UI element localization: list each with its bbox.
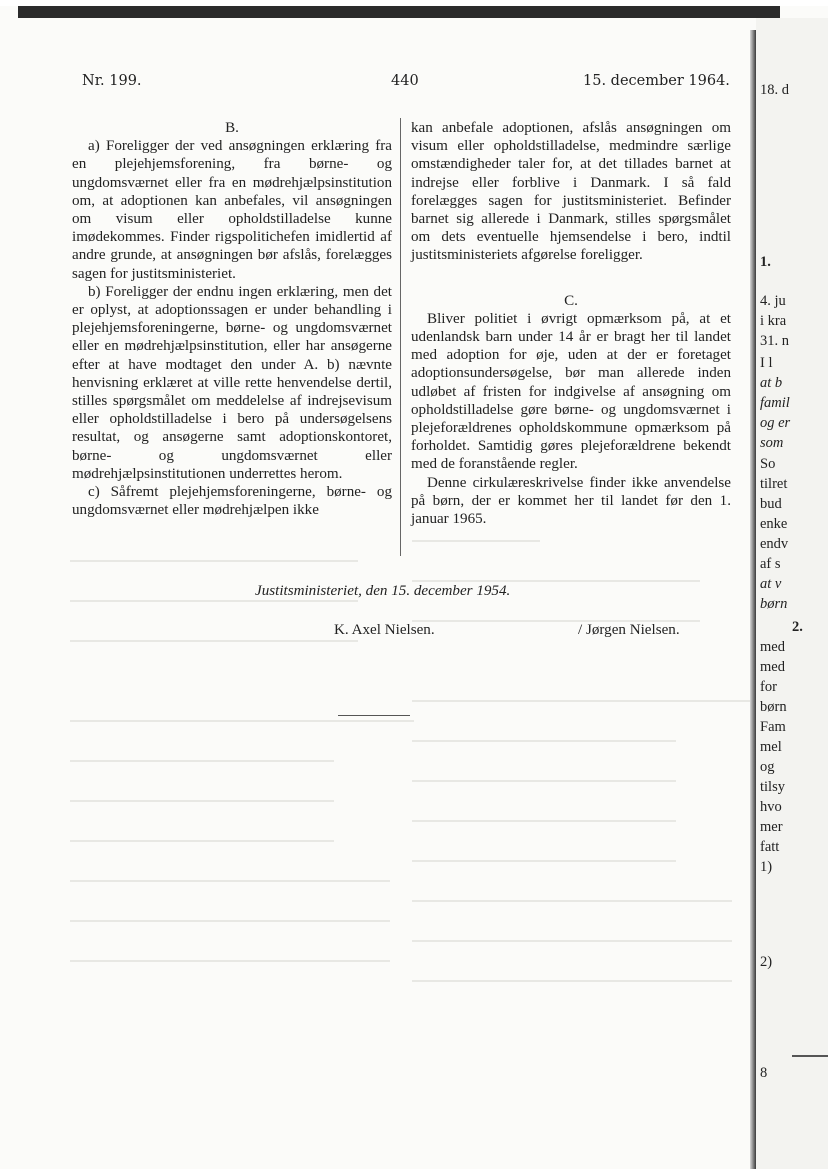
bleed-line [70, 720, 414, 722]
bleed-line [70, 960, 334, 962]
paragraph-b-b: b) Foreligger der endnu ingen erklæring, men det er oplyst, at adoptionssagen er under behandling i plejehjemsforeningerne, børne- og ungdomsværnet eller en mødrehjælpsinstitution, eller har ansøgerne efter at have modtaget den under A. b) nævnte henvisning erklæret at ville rette henvendelse dertil, stilles spørgsmålet om meddelelse af indrejsevisum eller opholdstilladelse i bero på undersøgelsens resultat, og ansøgerne samt adoptionskontoret, børne- og ungdomsværnet eller mødrehjælpsinstitutionen underrettes herom. [72, 283, 392, 482]
next-page-fragment: 2. [792, 619, 803, 635]
bleed-line [412, 580, 700, 582]
paragraph-c-1: Bliver politiet i øvrigt opmærksom på, at et udenlandsk barn under 14 år er bragt her til landet med adoption for øje, uden at der er foretaget adoptionsundersøgelse, bør man allerede inden udløbet af fristen for indgivelse af ansøgning om opholdstilladelse gøre børne- og ungdomsværnet i plejeforældrenes opholdskommune opmærksom på forholdet. Samtidig gøres plejeforældrene bekendt med de foranstående regler. [411, 310, 731, 473]
next-page-fragment: at v [760, 576, 782, 592]
paragraph-c-2: Denne cirkulæreskrivelse finder ikke anvendelse på børn, der er kommet her til landet før den 1. januar 1965. [411, 474, 731, 528]
bleed-line [70, 880, 334, 882]
bleed-line [412, 900, 732, 902]
bleed-line [70, 800, 334, 802]
next-page-fragment: tilsy [760, 779, 785, 795]
bleed-line [70, 920, 334, 922]
bleed-line [70, 560, 358, 562]
next-page-fragment: børn [760, 596, 788, 612]
next-page-fragment: 4. ju [760, 293, 786, 309]
bleed-line [412, 820, 676, 822]
next-page-fragment: mel [760, 739, 782, 755]
bleed-line [412, 740, 676, 742]
closing-rule [338, 715, 410, 716]
scan-top-border [18, 6, 780, 18]
next-page-fragment: i kra [760, 313, 787, 329]
next-page-fragment: og [760, 759, 775, 775]
signature-minister: K. Axel Nielsen. [334, 622, 435, 638]
signature-official: / Jørgen Nielsen. [578, 622, 680, 638]
next-page-header: 18. d [760, 82, 789, 98]
section-heading-b: B. [225, 120, 239, 136]
paragraph-b-a: a) Foreligger der ved ansøgningen erklæring fra en plejehjemsforening, fra børne- og ungdomsværnet eller fra en mødrehjælpsinstitution om, at adoptionen kan anbefales, vil ansøgningen om visum eller opholdstilladelse kunne imødekommes. Finder rigspolitichefen imidlertid af andre grunde, at ansøgningen bør afslås, forelægges sagen for justitsministeriet. [72, 138, 392, 282]
bleed-line [412, 860, 676, 862]
next-page-fragment: 1) [760, 859, 773, 875]
next-page-fragment: og er [760, 415, 791, 431]
next-page-fragment: at b [760, 375, 783, 391]
bleed-line [412, 540, 540, 542]
edge-mark [792, 1055, 828, 1057]
bleed-line [70, 760, 334, 762]
bleed-line [412, 980, 732, 982]
paragraph-b-c: c) Såfremt plejehjemsforeningerne, børne- og ungdomsværnet eller mødrehjælpen ikke [72, 484, 392, 519]
page-series-number: Nr. 199. [82, 73, 142, 89]
bleed-line [412, 580, 540, 582]
bleed-line [70, 600, 198, 602]
left-column [72, 119, 392, 519]
next-page-fragment: Fam [760, 719, 786, 735]
bleed-line [412, 900, 676, 902]
next-page-fragment: tilret [760, 476, 788, 492]
bleed-line [70, 600, 358, 602]
page-number: 440 [391, 73, 419, 89]
right-column [411, 119, 731, 528]
next-page-fragment: med [760, 659, 785, 675]
next-page-fragment: 31. n [760, 333, 789, 349]
next-page-fragment: bud [760, 496, 782, 512]
column-divider [400, 118, 401, 556]
next-page-fragment: 2) [760, 954, 773, 970]
paragraph-continuation: kan anbefale adoptionen, afslås ansøgningen om visum eller opholdstilladelse, medmindre særlige omstændigheder taler for, at det tillades barnet at indrejse eller forblive i Danmark. I så fald forelægges sagen for justitsministeriet. Befinder barnet sig allerede i Danmark, stilles spørgsmålet om dets eventuelle hjemsendelse i bero, indtil justitsministeriets afgørelse foreligger. [411, 120, 731, 264]
next-page-fragment: 1. [760, 254, 771, 270]
next-page-fragment: mer [760, 819, 783, 835]
section-heading-c: C. [564, 292, 578, 309]
bleed-line [70, 560, 198, 562]
next-page-fragment: for [760, 679, 777, 695]
next-page-fragment: med [760, 639, 785, 655]
bleed-line [70, 880, 390, 882]
next-page-fragment: som [760, 435, 784, 451]
page-date: 15. december 1964. [583, 73, 730, 89]
next-page-edge [756, 18, 828, 1169]
next-page-fragment: børn [760, 699, 787, 715]
bleed-line [70, 840, 334, 842]
next-page-fragment: I l [760, 355, 773, 371]
bleed-line [70, 920, 390, 922]
bleed-line [412, 700, 756, 702]
next-page-fragment: endv [760, 536, 789, 552]
bleed-line [412, 780, 676, 782]
next-page-fragment: enke [760, 516, 788, 532]
next-page-fragment: famil [760, 395, 790, 411]
place-and-date: Justitsministeriet, den 15. december 1954. [255, 583, 511, 599]
bleed-line [412, 940, 732, 942]
next-page-fragment: fatt [760, 839, 780, 855]
next-page-fragment: 8 [760, 1065, 768, 1081]
bleed-line [412, 940, 676, 942]
next-page-fragment: hvo [760, 799, 782, 815]
next-page-fragment: So [760, 456, 776, 472]
next-page-fragment: af s [760, 556, 781, 572]
bleed-line [70, 960, 390, 962]
bleed-line [70, 640, 358, 642]
